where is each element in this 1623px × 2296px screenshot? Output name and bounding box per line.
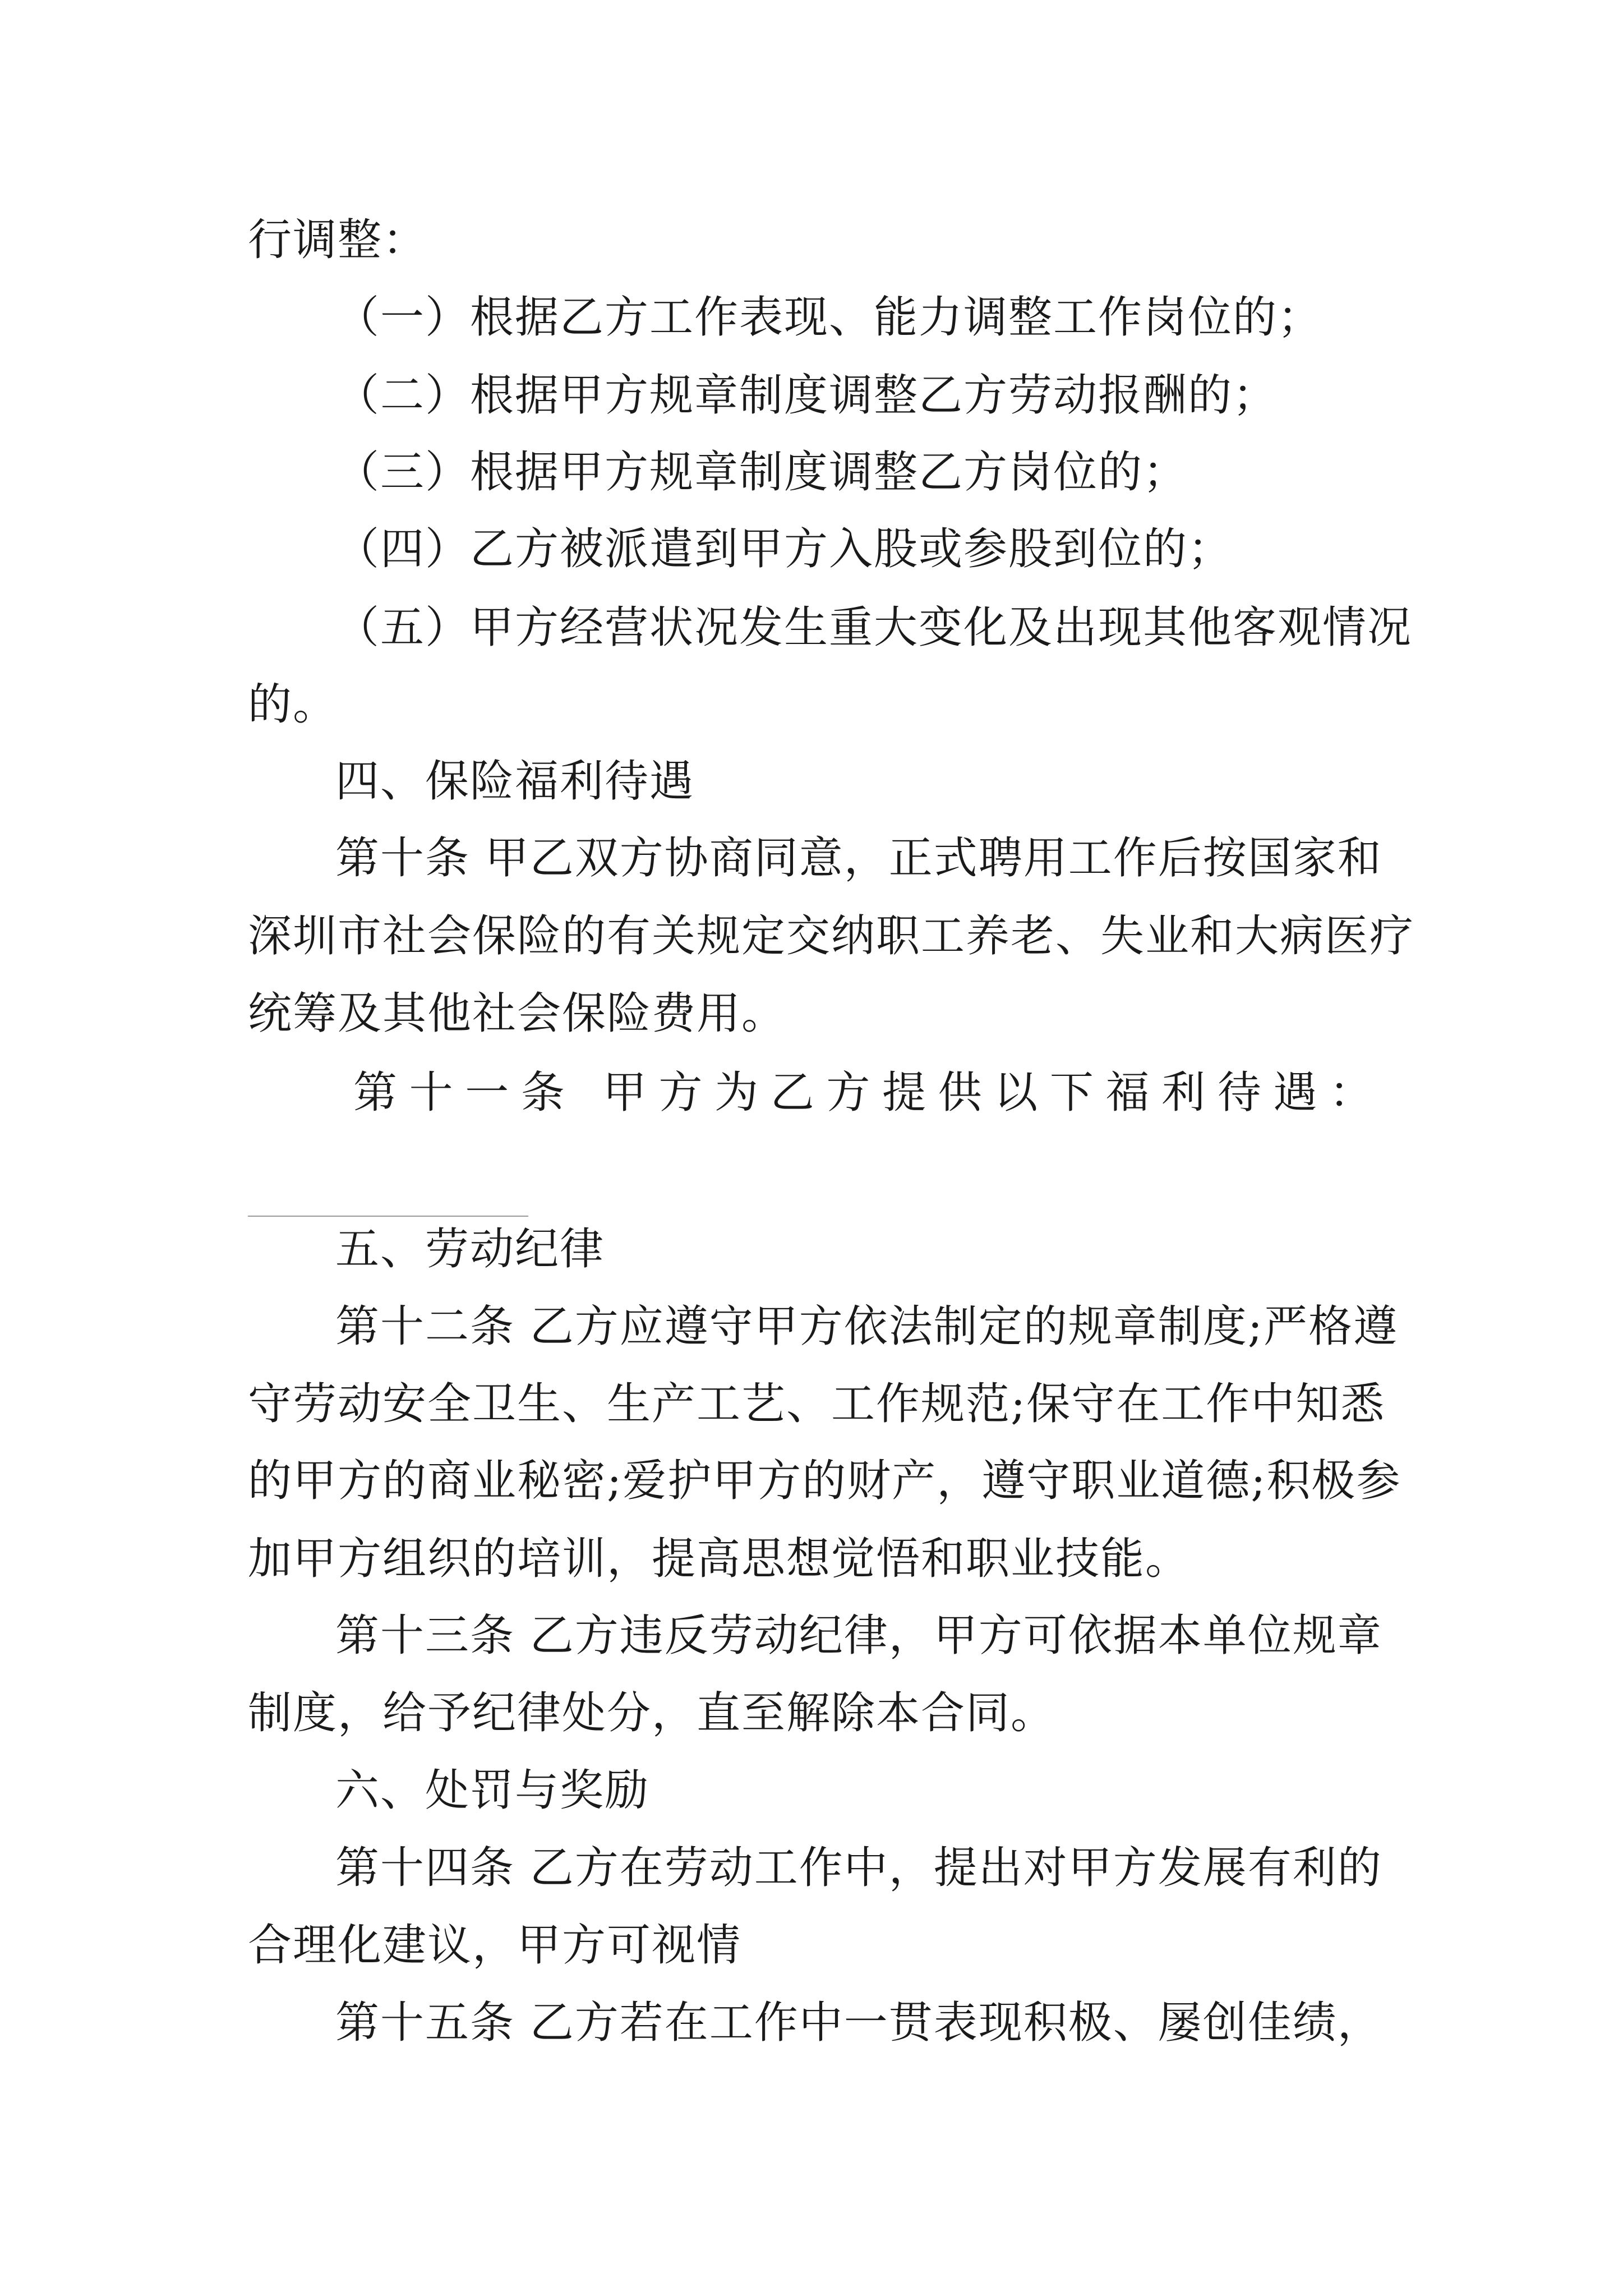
article-text: 的甲方的商业秘密;爱护甲方的财产，遵守职业道德;积极参	[248, 1456, 1401, 1506]
article-text: 第十一条 甲方为乙方提供以下福利待遇：	[353, 1068, 1374, 1118]
article-text: 守劳动安全卫生、生产工艺、工作规范;保守在工作中知悉	[248, 1379, 1386, 1429]
article-text: 合理化建议，甲方可视情	[248, 1920, 742, 1971]
section-heading: 五、劳动纪律	[335, 1224, 605, 1274]
article-text: 制度，给予纪律处分，直至解除本合同。	[248, 1688, 1056, 1738]
article-text: 深圳市社会保险的有关规定交纳职工养老、失业和大病医疗	[248, 911, 1415, 961]
list-item: （一）根据乙方工作表现、能力调整工作岗位的；	[335, 292, 1323, 343]
article-text: 第十三条 乙方违反劳动纪律，甲方可依据本单位规章	[335, 1611, 1382, 1661]
list-item: （三）根据甲方规章制度调整乙方岗位的；	[335, 447, 1188, 498]
article-text: 第十四条 乙方在劳动工作中，提出对甲方发展有利的	[335, 1843, 1382, 1893]
article-text: 第十二条 乙方应遵守甲方依法制定的规章制度;严格遵	[335, 1301, 1399, 1352]
article-text: 统筹及其他社会保险费用。	[248, 988, 787, 1039]
article-text: 第十五条 乙方若在工作中一贯表现积极、屡创佳绩，	[335, 1998, 1382, 2048]
article-text: 加甲方组织的培训，提高思想觉悟和职业技能。	[248, 1534, 1191, 1584]
section-heading: 六、处罚与奖励	[335, 1765, 650, 1816]
section-heading: 四、保险福利待遇	[335, 756, 695, 807]
text-line: 行调整：	[248, 215, 428, 265]
text-line: 的。	[248, 679, 338, 730]
article-text: 第十条 甲乙双方协商同意，正式聘用工作后按国家和	[335, 833, 1382, 884]
list-item: （二）根据甲方规章制度调整乙方劳动报酬的；	[335, 370, 1278, 421]
footnote-divider	[248, 1216, 528, 1217]
list-item: （四）乙方被派遣到甲方入股或参股到位的；	[335, 524, 1233, 574]
list-item: （五）甲方经营状况发生重大变化及出现其他客观情况	[335, 602, 1413, 653]
